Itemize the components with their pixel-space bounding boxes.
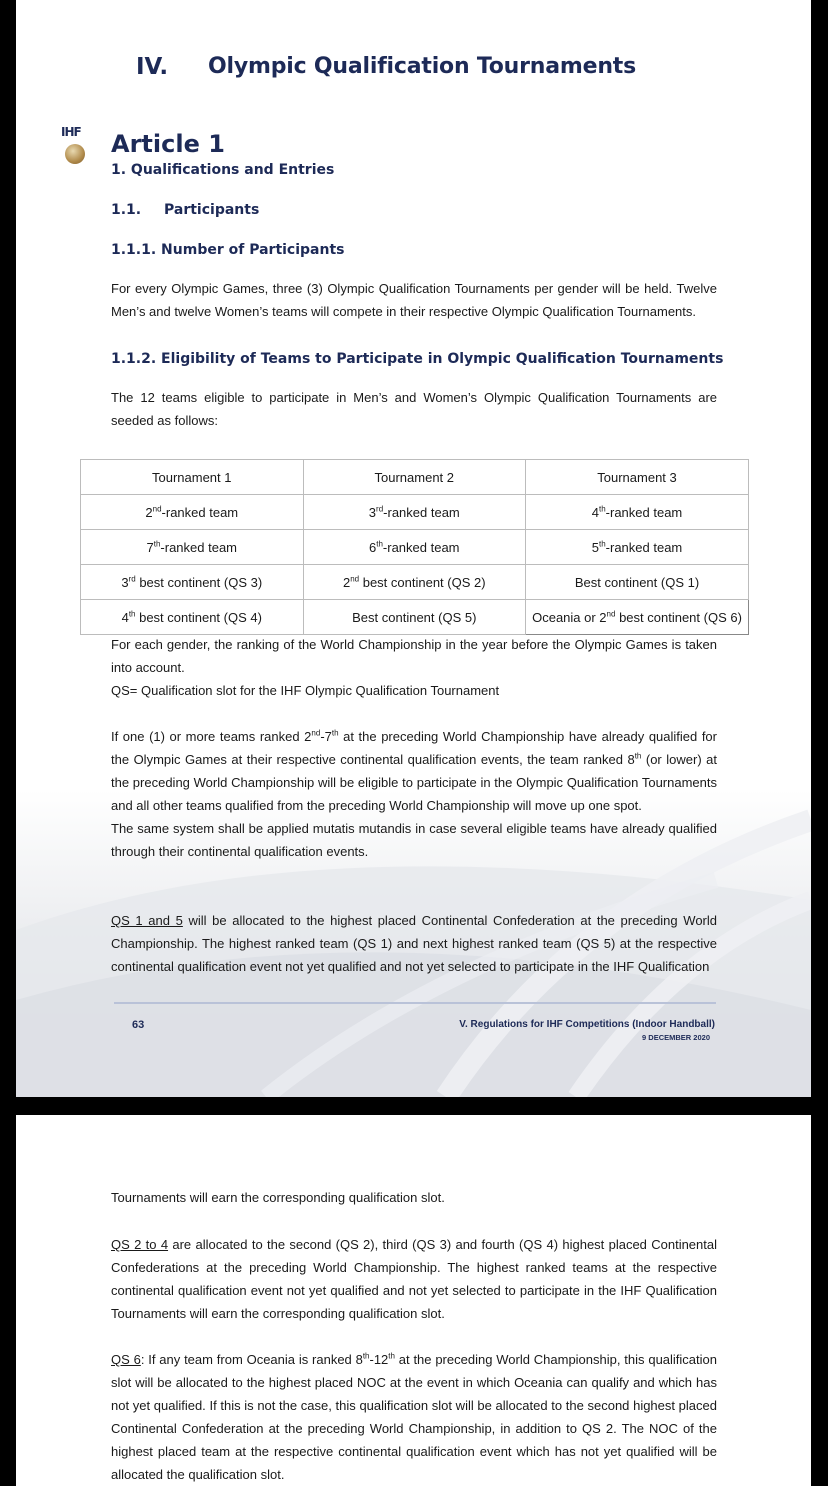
- heading-participants-number: 1.1.: [111, 202, 142, 218]
- paragraph-number-of-participants: For every Olympic Games, three (3) Olympic Qualification Tournaments per gender will be held. Twelve Men’s and twelve Women’s teams will compete in their respective Olympic Qualification Tournaments.: [111, 281, 717, 319]
- table-cell: Best continent (QS 5): [303, 600, 526, 635]
- document-page-2: [16, 1115, 811, 1486]
- heading-qualifications-and-entries: 1. Qualifications and Entries: [111, 162, 335, 178]
- table-cell: 5th-ranked team: [526, 530, 749, 565]
- paragraph-if-qualified: If one (1) or more teams ranked 2nd-7th at the preceding World Championship have already qualified for the Olympic Games at their respective continental qualification events, the team ranked 8th (or lower) at the preceding World Championship will be eligible to participate in the Olympic Qualification Tournaments and all other teams qualified from the preceding World Championship will move up one spot. The same system shall be applied mutatis mutandis in case several eligible teams have already qualified through their continental qualification events.: [111, 725, 717, 863]
- ihf-logo: [61, 126, 91, 170]
- ihf-logo-text: IHF: [61, 125, 81, 139]
- table-cell: 3rd-ranked team: [303, 495, 526, 530]
- paragraph-eligibility: The 12 teams eligible to participate in Men’s and Women’s Olympic Qualification Tournaments are seeded as follows:: [111, 390, 717, 428]
- table-row: [81, 600, 749, 635]
- seeding-table: [80, 459, 749, 635]
- table-row: [81, 530, 749, 565]
- paragraph-ranking-line: For each gender, the ranking of the World Championship in the year before the Olympic Games is taken into account.: [111, 637, 717, 675]
- paragraph-ranking: [111, 633, 717, 702]
- document-page-1: [16, 0, 811, 1097]
- section-number: IV.: [136, 54, 169, 80]
- table-cell: Best continent (QS 1): [526, 565, 749, 600]
- table-row: [81, 565, 749, 600]
- paragraph-qs-6: QS 6: If any team from Oceania is ranked 8th-12th at the preceding World Championship, this qualification slot will be allocated to the highest placed NOC at the event in which Oceania can qualify and which has not yet qualified. If this is not the case, this qualification slot will be allocated to the second highest placed Continental Confederation at the preceding World Championship, in addition to QS 2. The NOC of the highest placed team at the respective continental qualification event which has not yet qualified will be allocated the qualification slot.: [111, 1351, 717, 1482]
- article-title: Article 1: [111, 130, 225, 158]
- qs-2-to-4-label: QS 2 to 4: [111, 1237, 169, 1252]
- page-number: 63: [132, 1019, 145, 1031]
- footer-divider: [114, 1002, 716, 1004]
- table-cell: 7th-ranked team: [81, 530, 304, 565]
- table-cell: 4th-ranked team: [526, 495, 749, 530]
- heading-participants-label: Participants: [164, 202, 260, 218]
- table-cell: 3rd best continent (QS 3): [81, 565, 304, 600]
- table-header-cell: Tournament 1: [81, 460, 304, 495]
- table-row: [81, 495, 749, 530]
- paragraph-qs-1-and-5: QS 1 and 5 will be allocated to the highest placed Continental Confederation at the preceding World Championship. The highest ranked team (QS 1) and next highest ranked team (QS 5) at the respective continental qualification event not yet qualified and not yet selected to participate in the IHF Qualification: [111, 913, 717, 974]
- heading-eligibility: 1.1.2. Eligibility of Teams to Participate in Olympic Qualification Tournaments: [111, 351, 724, 367]
- heading-number-of-participants: 1.1.1. Number of Participants: [111, 242, 345, 258]
- table-cell: 2nd-ranked team: [81, 495, 304, 530]
- paragraph-qs-definition: QS= Qualification slot for the IHF Olympic Qualification Tournament: [111, 683, 500, 698]
- table-cell: Oceania or 2nd best continent (QS 6): [526, 600, 749, 635]
- table-header-row: [81, 460, 749, 495]
- table-header-cell: Tournament 2: [303, 460, 526, 495]
- table-cell: 4th best continent (QS 4): [81, 600, 304, 635]
- footer-title: V. Regulations for IHF Competitions (Indoor Handball): [459, 1019, 715, 1030]
- section-title: Olympic Qualification Tournaments: [208, 54, 637, 79]
- paragraph-qs-2-to-4: QS 2 to 4 are allocated to the second (QS 2), third (QS 3) and fourth (QS 4) highest placed Continental Confederations at the preceding World Championship. The highest ranked teams at the respective continental qualification event not yet qualified and not yet selected to participate in the IHF Qualification Tournaments will earn the corresponding qualification slot.: [111, 1237, 717, 1321]
- paragraph-same-system: The same system shall be applied mutatis mutandis in case several eligible teams have already qualified through their continental qualification events.: [111, 821, 717, 859]
- paragraph-continued: Tournaments will earn the corresponding qualification slot.: [111, 1190, 445, 1205]
- handball-icon: [65, 144, 85, 164]
- qs-6-label: QS 6: [111, 1352, 141, 1367]
- qs-1-and-5-label: QS 1 and 5: [111, 913, 183, 928]
- heading-participants: [111, 202, 259, 218]
- table-header-cell: Tournament 3: [526, 460, 749, 495]
- table-cell: 2nd best continent (QS 2): [303, 565, 526, 600]
- table-cell: 6th-ranked team: [303, 530, 526, 565]
- footer-date: 9 DECEMBER 2020: [642, 1033, 710, 1042]
